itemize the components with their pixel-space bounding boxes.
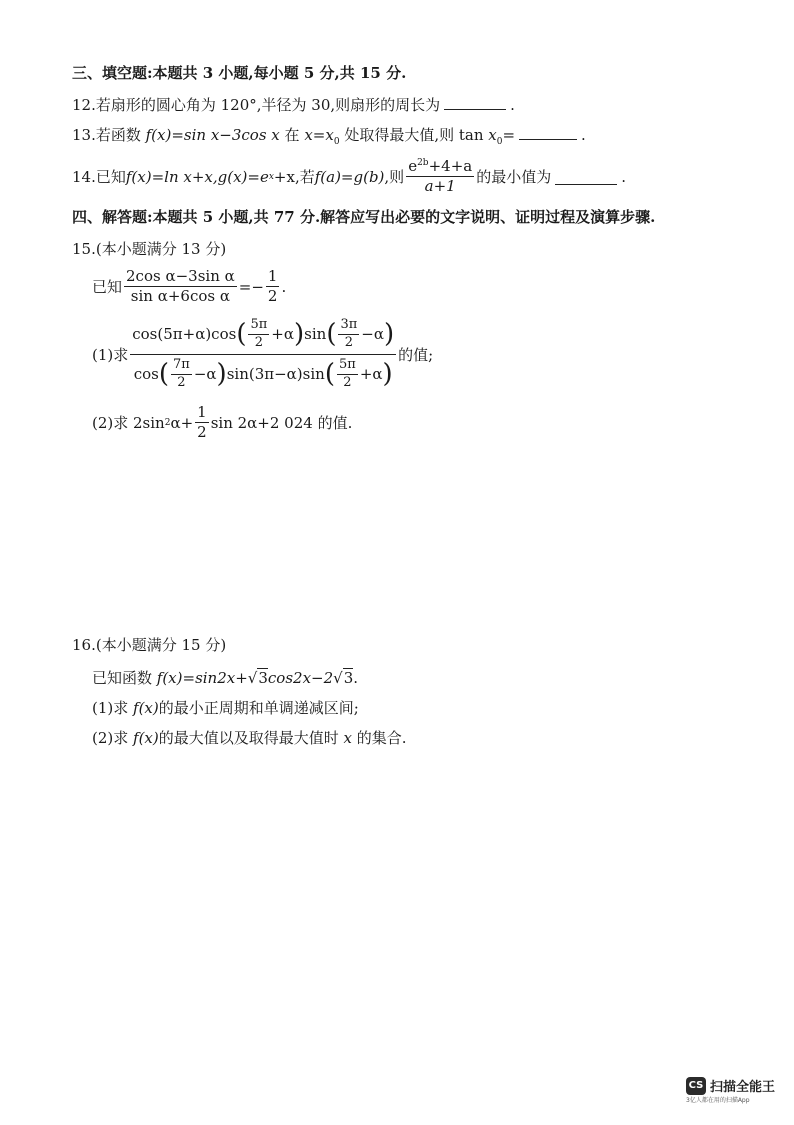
question-13: 13.若函数 f(x)=sin x−3cos x 在 $x=x_0$ 处取得最大值,则 $\tan x_0=$ . <box>72 126 586 147</box>
answer-blank-12[interactable] <box>444 108 506 110</box>
question-12: 12.若扇形的圆心角为 120°,半径为 30,则扇形的周长为 . <box>72 96 515 114</box>
question-15-header: 15.(本小题满分 13 分) <box>72 240 227 258</box>
question-15-part-2: (2)求 2sin 2 α+ $\frac{1}{2}$ sin 2α+2 024 的值. <box>92 403 353 442</box>
question-14: 14.已知 f(x)=ln x+x,g(x)=e x +x,若 f(a)=g(b) ,则 $\frac{e^{2b}+4+a}{a+1}$ 的最小值为 . <box>72 157 626 196</box>
answer-blank-13[interactable] <box>519 138 577 140</box>
question-16-given: 已知函数 f(x)=sin2x+√3cos2x−2√3. <box>92 669 359 687</box>
answer-blank-14[interactable] <box>555 183 617 185</box>
question-15-part-1: (1)求 cos(5π+α)cos ( $\frac{5\pi}{2}$ +α ) sin ( $\frac{3\pi}{2}$ −α ) cos ( $\frac{7\pi}{2}$ −α ) sin(3π−α)sin ( $\frac{5\pi}{2}$ +α ) 的值; <box>92 317 434 390</box>
question-15-given: 已知 $\frac{\text{2cos α−3sin α}}{\text{sin α+6cos α}}$ =− $\frac{1}{2}$ . <box>92 267 287 306</box>
scanner-logo-icon: CS <box>686 1077 706 1095</box>
section-3-title: 三、填空题:本题共 3 小题,每小题 5 分,共 15 分. <box>72 64 407 82</box>
question-16-part-2: (2)求 f(x)的最大值以及取得最大值时 x 的集合. <box>92 729 407 747</box>
scanner-watermark: CS 扫描全能王 3亿人都在用的扫描App <box>686 1076 775 1104</box>
section-4-title: 四、解答题:本题共 5 小题,共 77 分.解答应写出必要的文字说明、证明过程及演算步骤. <box>72 208 656 226</box>
question-16-header: 16.(本小题满分 15 分) <box>72 636 227 654</box>
question-16-part-1: (1)求 f(x)的最小正周期和单调递减区间; <box>92 699 359 717</box>
fraction-q14: $\frac{e^{2b}+4+a}{a+1}$ <box>408 157 473 196</box>
fraction-q15-part1: cos(5π+α)cos ( $\frac{5\pi}{2}$ +α ) sin ( $\frac{3\pi}{2}$ −α ) cos ( $\frac{7\pi}{2}$ −α ) sin(3π−α)sin ( $\frac{5\pi}{2}$ +α ) <box>132 317 395 390</box>
